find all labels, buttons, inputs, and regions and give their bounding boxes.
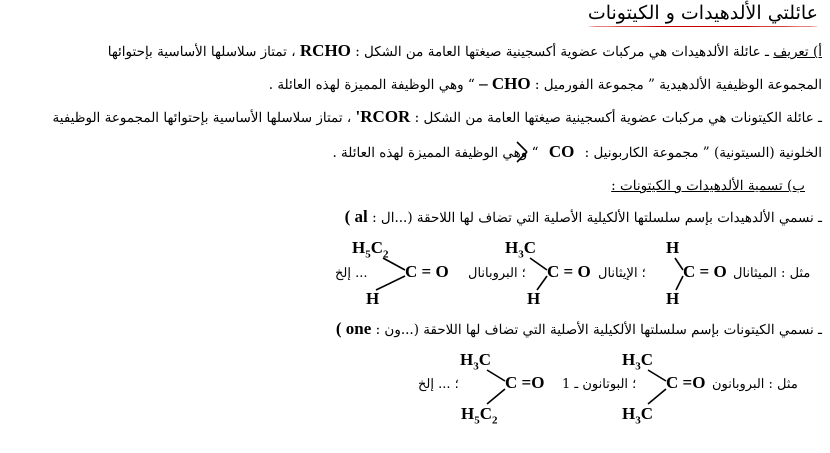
ethanal-bottom-h: H: [527, 289, 541, 308]
title-text: عائلتي الألدهيدات و الكيتونات: [587, 2, 818, 24]
aldehyde-rule-text: ـ نسمي الألدهيدات بإسم سلسلتها الألكيلية الأصلية التي تضاف لها اللاحقة (...ال :: [372, 210, 822, 226]
carbonyl-bond-left-up: [517, 142, 527, 152]
definition-aldehyde-text: ـ عائلة الألدهيدات هي مركبات عضوية أكسجينية صيغتها العامة من الشكل :: [355, 44, 769, 60]
formula-cho: CHO –: [479, 74, 531, 93]
propanal-label: ؛ البروبانال: [468, 266, 526, 281]
butanone-bond-top: [487, 370, 505, 381]
propanone-bond-top: [648, 370, 666, 381]
propanal-bond-bottom: [376, 276, 405, 290]
naming-label: ب) تسمية الألدهيدات و الكيتونات :: [611, 178, 805, 194]
carbonyl-bond-left-down: [517, 152, 527, 162]
functional-group-text-end: “ وهي الوظيفة المميزة لهذه العائلة .: [268, 77, 475, 93]
aldehyde-suffix: al ): [344, 207, 368, 226]
propanone-label: مثل : البروبانون: [712, 377, 798, 392]
functional-group-text: المجموعة الوظيفية الألدهيدية ” مجموعة الفورميل :: [534, 77, 822, 93]
methanal-top-h: H: [666, 238, 680, 257]
ethanal-bond-top: [530, 258, 547, 270]
propanone-ch3-bottom: $H_3C$: [622, 404, 654, 427]
ketone-text-end: ، تمتاز سلاسلها الأساسية بإحتوائها المجموعة الوظيفية: [52, 110, 352, 126]
methanal-label: مثل : الميثانال: [733, 266, 811, 281]
methanal-bond-bottom: [676, 276, 683, 290]
ethanal-label: ؛ الإيثانال: [598, 266, 646, 281]
ketone-text: ـ عائلة الكيتونات هي مركبات عضوية أكسجينية صيغتها العامة من الشكل :: [414, 110, 822, 126]
butanone-bond-bottom: [487, 389, 505, 404]
propanal-carbonyl: C = O: [405, 262, 449, 281]
propanal-bottom-h: H: [366, 289, 380, 308]
butanone-carbonyl: C =O: [505, 373, 545, 392]
butanone-label: ؛ البوتانون ـ 1: [562, 377, 637, 392]
propanone-ch3-top: $H_3C$: [622, 350, 654, 373]
formula-rcho: RCHO: [299, 41, 351, 60]
methanal-bond-top: [675, 258, 683, 270]
ketone-etc: ؛ ... إلخ: [418, 377, 459, 392]
ethanal-ch3: $H_3C$: [505, 238, 537, 261]
propanone-carbonyl: C =O: [666, 373, 706, 392]
ethanal-bond-bottom: [537, 276, 547, 290]
formula-rcor: RCOR': [355, 107, 411, 126]
propanone-bond-bottom: [648, 389, 666, 404]
propanal-bond-top: [383, 258, 405, 270]
aldehyde-etc: ... إلخ: [335, 266, 368, 281]
propanal-c2h5: $H_5C_2$: [352, 238, 389, 261]
ketone-rule-text: ـ نسمي الكيتونات بإسم سلسلتها الألكيلية الأصلية التي تضاف لها اللاحقة (...ون :: [375, 322, 822, 338]
ketone-group-text-end: “ وهي الوظيفة المميزة لهذه العائلة .: [332, 145, 539, 161]
definition-label: أ) تعريف: [773, 44, 822, 60]
ethanal-carbonyl: C = O: [547, 262, 591, 281]
butanone-ch3: $H_3C$: [460, 350, 492, 373]
formula-carbonyl-text: CO: [548, 142, 575, 161]
ketone-group-text: الخلونية (السيتونية) ” مجموعة الكاربونيل :: [584, 145, 822, 161]
methanal-carbonyl: C = O: [683, 262, 727, 281]
methanal-bottom-h: H: [666, 289, 680, 308]
ketone-suffix: one ): [335, 319, 372, 338]
definition-aldehyde-text-end: ، تمتاز سلاسلها الأساسية بإحتوائها: [107, 44, 296, 60]
butanone-c2h5: $H_5C_2$: [461, 404, 498, 427]
